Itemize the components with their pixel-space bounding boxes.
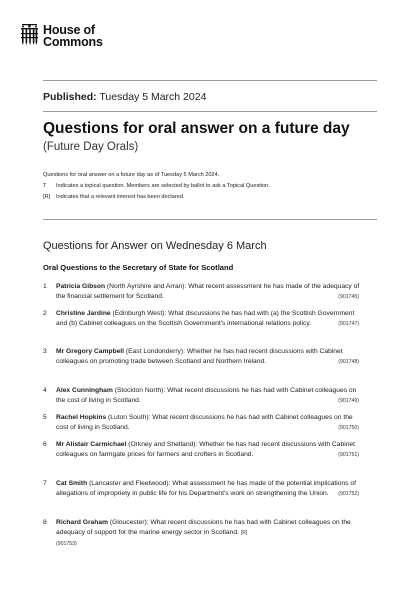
question-ref: (901749) bbox=[338, 398, 359, 405]
question-text: (Edinburgh West): What discussions he has had with (a) the Scottish Government and (b) Cabinet colleagues on the Scottish Government's international relations policy. bbox=[56, 310, 355, 328]
question-number: 6 bbox=[43, 441, 47, 448]
question-number: 2 bbox=[43, 310, 47, 317]
question-number: 1 bbox=[43, 283, 47, 290]
member-name: Mr Gregory Campbell bbox=[56, 348, 125, 355]
published-date: Tuesday 5 March 2024 bbox=[99, 91, 207, 103]
key-symbol: T bbox=[43, 183, 47, 189]
question-ref: (901748) bbox=[338, 359, 359, 366]
question-item bbox=[43, 479, 365, 500]
question-ref: (901753) bbox=[56, 540, 77, 547]
member-name: Rachel Hopkins bbox=[56, 414, 107, 421]
question-number: 7 bbox=[43, 480, 47, 487]
member-name: Cat Smith bbox=[56, 480, 88, 487]
question-item bbox=[43, 347, 365, 368]
interest-declared-marker: [R] bbox=[240, 530, 248, 537]
page-title: Questions for oral answer on a future day bbox=[43, 120, 350, 137]
member-name: Richard Graham bbox=[56, 519, 109, 526]
intro-text: Questions for oral answer on a future day as of Tuesday 5 March 2024. bbox=[43, 172, 220, 178]
divider bbox=[43, 219, 377, 220]
key-item bbox=[43, 181, 363, 192]
question-number: 4 bbox=[43, 387, 47, 394]
member-name: Mr Alistair Carmichael bbox=[56, 441, 127, 448]
question-text: (North Ayrshire and Arran): What recent assessment he has made of the adequacy of the financial settlement for Scotland. bbox=[56, 283, 360, 301]
question-ref: (901750) bbox=[338, 425, 359, 432]
question-text: (Luton South): What recent discussions he has had with Cabinet colleagues on the cost of living in Scotland. bbox=[56, 414, 353, 432]
portcullis-icon bbox=[20, 24, 39, 46]
question-ref: (901747) bbox=[338, 321, 359, 328]
question-text: (Orkney and Shetland): Whether he has had recent discussions with Cabinet colleagues on farmgate prices for farmers and crofters in Scotland. bbox=[56, 441, 355, 459]
divider bbox=[43, 111, 377, 112]
key-text: Indicates a topical question. Members are selected by ballot to ask a Topical Question. bbox=[56, 183, 270, 189]
sub-heading: Oral Questions to the Secretary of State for Scotland bbox=[43, 263, 234, 272]
published-line bbox=[43, 91, 206, 103]
question-text: (Lancaster and Fleetwood): What assessment he has made of the potential implications of allegations of impropriety in public life for his Department's work on strengthening the Union. bbox=[56, 480, 356, 498]
question-item bbox=[43, 386, 365, 407]
question-item bbox=[43, 309, 365, 330]
question-item bbox=[43, 413, 365, 434]
question-text: (Stockton North): What recent discussions he has had with Cabinet colleagues on the cost of living in Scotland. bbox=[56, 387, 357, 405]
question-ref: (901752) bbox=[338, 491, 359, 498]
key-symbol: [R] bbox=[43, 194, 51, 200]
member-name: Alex Cunningham bbox=[56, 387, 113, 394]
question-ref: (901751) bbox=[338, 452, 359, 459]
member-name: Patricia Gibson bbox=[56, 283, 106, 290]
key-item bbox=[43, 192, 363, 203]
section-heading: Questions for Answer on Wednesday 6 March bbox=[43, 240, 267, 252]
question-number: 3 bbox=[43, 348, 47, 355]
published-label: Published: bbox=[43, 91, 97, 103]
question-number: 5 bbox=[43, 414, 47, 421]
question-item bbox=[43, 282, 365, 303]
divider bbox=[43, 80, 377, 81]
house-of-commons-logo bbox=[20, 24, 103, 48]
logo-line-1: House of bbox=[43, 23, 95, 37]
question-text: (Gloucester): What recent discussions he has had with Cabinet colleagues on the adequacy of support for the marine energy sector in Scotland. bbox=[56, 519, 351, 537]
page-subtitle: (Future Day Orals) bbox=[43, 141, 139, 153]
intro-block bbox=[43, 170, 363, 203]
question-text: (East Londonderry): Whether he has had recent discussions with Cabinet colleagues on promoting trade between Scotland and Northern Ireland. bbox=[56, 348, 343, 366]
question-item bbox=[43, 518, 365, 549]
logo-line-2: Commons bbox=[43, 35, 103, 49]
question-ref: (901745) bbox=[338, 294, 359, 301]
question-item bbox=[43, 440, 365, 461]
key-text: Indicates that a relevant interest has been declared. bbox=[56, 194, 185, 200]
question-number: 8 bbox=[43, 519, 47, 526]
member-name: Christine Jardine bbox=[56, 310, 111, 317]
